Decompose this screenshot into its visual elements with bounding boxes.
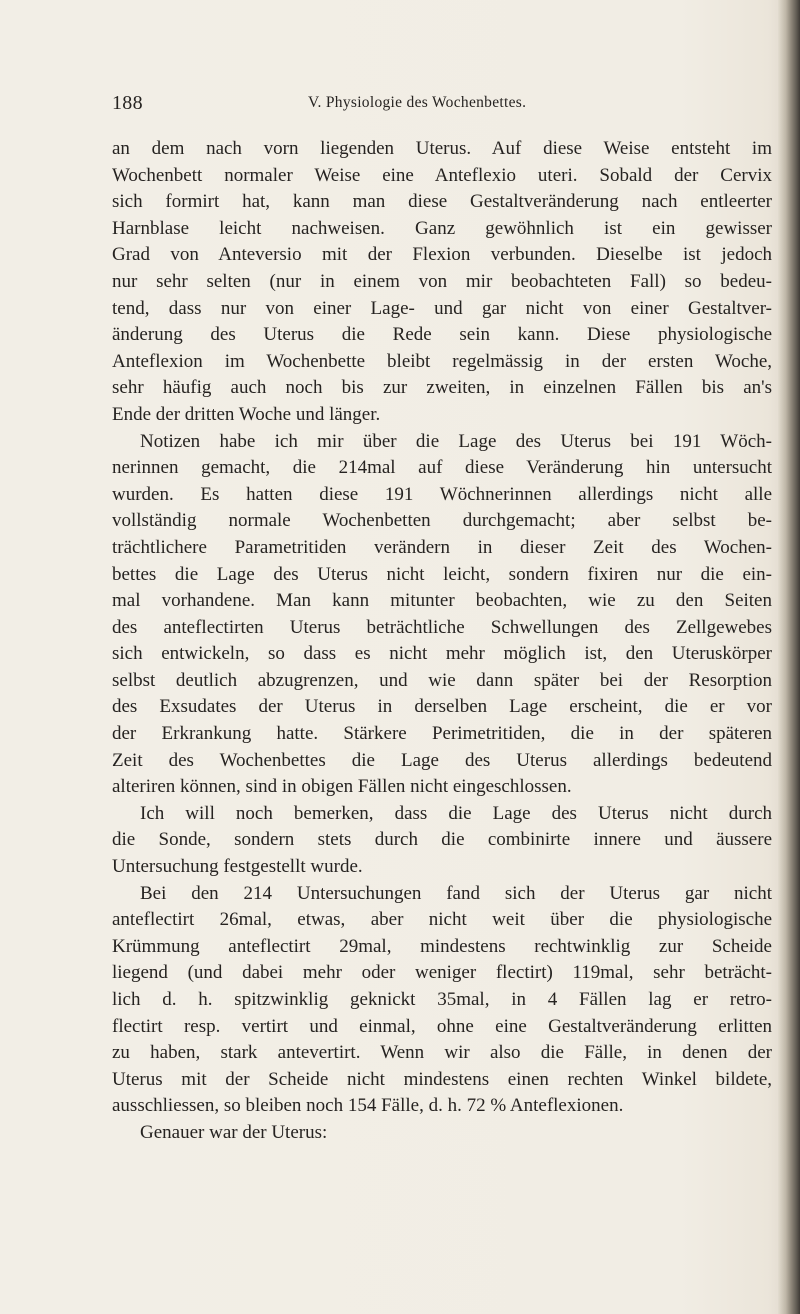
paragraph (112, 881, 772, 1120)
text-line: sich formirt hat, kann man diese Gestaltveränderung nach entleerter (112, 191, 772, 213)
text-line: nur sehr selten (nur in einem von mir beobachteten Fall) so bedeu- (112, 270, 772, 292)
text-line: Genauer war der Uterus: (140, 1121, 328, 1143)
text-line: selbst deutlich abzugrenzen, und wie dann später bei der Resorption (112, 669, 772, 691)
text-line: Untersuchung festgestellt wurde. (112, 856, 363, 878)
text-line: Zeit des Wochenbettes die Lage des Uterus allerdings bedeutend (112, 749, 772, 771)
text-line: Harnblase leicht nachweisen. Ganz gewöhnlich ist ein gewisser (112, 217, 772, 239)
text-line: trächtlichere Parametritiden verändern in dieser Zeit des Wochen- (112, 536, 772, 558)
text-line: Notizen habe ich mir über die Lage des Uterus bei 191 Wöch- (140, 430, 772, 452)
text-line: Krümmung anteflectirt 29mal, mindestens rechtwinklig zur Scheide (112, 935, 772, 957)
text-line: sehr häufig auch noch bis zur zweiten, in einzelnen Fällen bis an's (112, 377, 772, 399)
text-line: tend, dass nur von einer Lage- und gar nicht von einer Gestaltver- (112, 297, 772, 319)
book-binding-edge (778, 0, 800, 1314)
text-line: wurden. Es hatten diese 191 Wöchnerinnen allerdings nicht alle (112, 483, 772, 505)
text-line: Ende der dritten Woche und länger. (112, 403, 381, 425)
text-line: Bei den 214 Untersuchungen fand sich der Uterus gar nicht (140, 882, 772, 904)
paragraph (112, 136, 772, 429)
text-line: änderung des Uterus die Rede sein kann. Diese physiologische (112, 324, 772, 346)
paragraph (112, 1120, 772, 1147)
text-line: flectirt resp. vertirt und einmal, ohne eine Gestaltveränderung erlitten (112, 1015, 772, 1037)
text-line: Wochenbett normaler Weise eine Anteflexio uteri. Sobald der Cervix (112, 164, 772, 186)
text-line: bettes die Lage des Uterus nicht leicht, sondern fixiren nur die ein- (112, 563, 772, 585)
text-line: an dem nach vorn liegenden Uterus. Auf diese Weise entsteht im (112, 138, 772, 159)
paragraph (112, 429, 772, 801)
text-line: vollständig normale Wochenbetten durchgemacht; aber selbst be- (112, 510, 772, 532)
text-line: die Sonde, sondern stets durch die combinirte innere und äussere (112, 829, 772, 851)
text-line: nerinnen gemacht, die 214mal auf diese Veränderung hin untersucht (112, 457, 772, 479)
text-line: Ich will noch bemerken, dass die Lage des Uterus nicht durch (140, 802, 772, 824)
text-line: lich d. h. spitzwinklig geknickt 35mal, in 4 Fällen lag er retro- (112, 989, 772, 1010)
text-line: des Exsudates der Uterus in derselben Lage erscheint, die er vor (112, 696, 772, 718)
text-line: der Erkrankung hatte. Stärkere Perimetritiden, die in der späteren (112, 723, 772, 745)
text-line: ausschliessen, so bleiben noch 154 Fälle, d. h. 72 % Anteflexionen. (112, 1095, 624, 1117)
text-line: mal vorhandene. Man kann mitunter beobachten, wie zu den Seiten (112, 590, 772, 612)
paragraph (112, 801, 772, 881)
text-line: liegend (und dabei mehr oder weniger flectirt) 119mal, sehr beträcht- (112, 962, 772, 984)
body-text (112, 136, 772, 1147)
text-line: alteriren können, sind in obigen Fällen nicht eingeschlossen. (112, 776, 572, 798)
running-head (112, 92, 772, 118)
page-number: 188 (112, 92, 143, 114)
text-line: zu haben, stark antevertirt. Wenn wir also die Fälle, in denen der (112, 1042, 772, 1064)
text-line: anteflectirt 26mal, etwas, aber nicht weit über die physiologische (112, 909, 772, 931)
text-line: des anteflectirten Uterus beträchtliche Schwellungen des Zellgewebes (112, 616, 772, 638)
text-line: Anteflexion im Wochenbette bleibt regelmässig in der ersten Woche, (112, 350, 772, 372)
text-line: sich entwickeln, so dass es nicht mehr möglich ist, den Uteruskörper (112, 643, 772, 665)
text-line: Uterus mit der Scheide nicht mindestens einen rechten Winkel bildete, (112, 1068, 772, 1090)
chapter-title: V. Physiologie des Wochenbettes. (308, 94, 527, 111)
text-line: Grad von Anteversio mit der Flexion verbunden. Dieselbe ist jedoch (112, 244, 772, 266)
